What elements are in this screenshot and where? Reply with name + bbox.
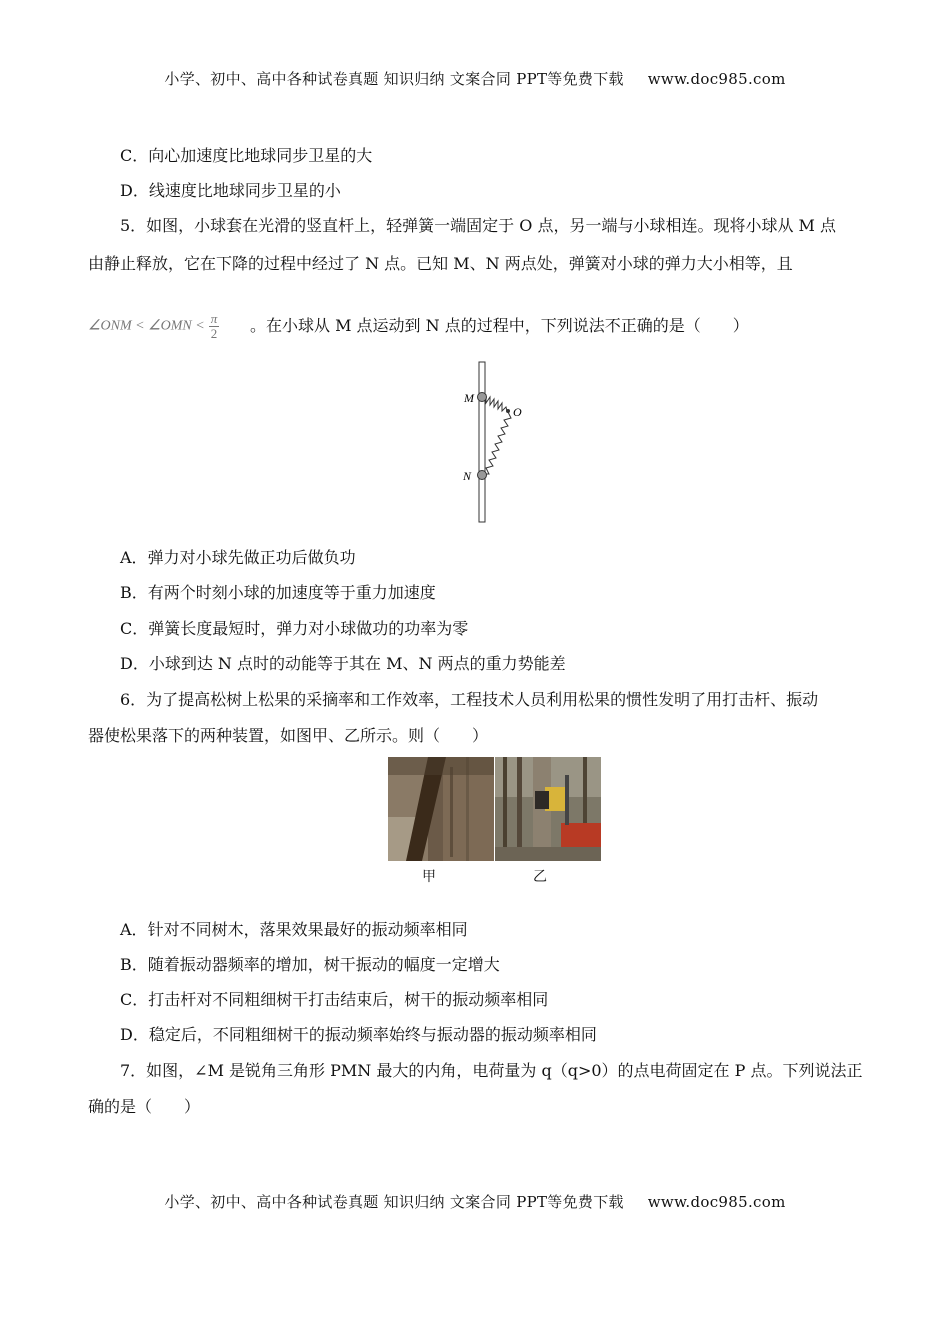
prev-option-c: C．向心加速度比地球同步卫星的大 [120,146,373,165]
q7-stem-line1: 7．如图，∠M 是锐角三角形 PMN 最大的内角，电荷量为 q（q>0）的点电荷固定在 P 点。下列说法正 [120,1061,863,1080]
spring-on [483,412,511,474]
q5-stem-line1: 5．如图，小球套在光滑的竖直杆上，轻弹簧一端固定于 O 点，另一端与小球相连。现将小球从 M 点 [120,216,837,235]
footer-text: 小学、初中、高中各种试卷真题 知识归纳 文案合同 PPT等免费下载 [164,1193,624,1211]
spring-rod-diagram [455,360,535,525]
formula-left: ∠ONM < ∠OMN < [88,318,205,334]
q7-stem-line2: 确的是（ ） [88,1097,201,1116]
header-url[interactable]: www.doc985.com [647,70,786,88]
q5-option-d: D．小球到达 N 点时的动能等于其在 M、N 两点的重力势能差 [120,654,566,673]
caption-yi: 乙 [533,869,547,885]
page-footer [0,1191,950,1212]
q5-stem-line3: 。在小球从 M 点运动到 N 点的过程中，下列说法不正确的是（ ） [250,316,749,335]
q6-option-b: B．随着振动器频率的增加，树干振动的幅度一定增大 [120,955,500,974]
header-text: 小学、初中、高中各种试卷真题 知识归纳 文案合同 PPT等免费下载 [164,70,624,88]
footer-url[interactable]: www.doc985.com [647,1193,786,1211]
q5-angle-formula [88,312,219,344]
label-n: N [463,469,472,483]
q5-option-c: C．弹簧长度最短时，弹力对小球做功的功率为零 [120,619,469,638]
q5-option-b: B．有两个时刻小球的加速度等于重力加速度 [120,583,436,602]
prev-option-d: D．线速度比地球同步卫星的小 [120,181,341,200]
photo-striking-rod [388,757,494,861]
page-header [0,68,950,89]
ball-m [478,393,487,402]
q6-option-d: D．稳定后，不同粗细树干的振动频率始终与振动器的振动频率相同 [120,1025,597,1044]
photo-vibrator [495,757,601,861]
vertical-rod [479,362,485,522]
q6-option-c: C．打击杆对不同粗细树干打击结束后，树干的振动频率相同 [120,990,549,1009]
label-m: M [464,391,474,405]
point-o [506,409,510,413]
q6-stem-line2: 器使松果落下的两种装置，如图甲、乙所示。则（ ） [88,726,489,745]
q5-stem-line2: 由静止释放，它在下降的过程中经过了 N 点。已知 M、N 两点处，弹簧对小球的弹力大小相等，且 [88,254,793,273]
q6-option-a: A．针对不同树木，落果效果最好的振动频率相同 [120,920,468,939]
q5-option-a: A．弹力对小球先做正功后做负功 [120,548,356,567]
pi-over-two: $\frac{\pi}{2}$ [210,311,218,341]
label-o: O [513,405,522,419]
ball-n [478,471,487,480]
caption-jia: 甲 [422,869,436,885]
q6-stem-line1: 6．为了提高松树上松果的采摘率和工作效率，工程技术人员利用松果的惯性发明了用打击杆、振动 [120,690,819,709]
